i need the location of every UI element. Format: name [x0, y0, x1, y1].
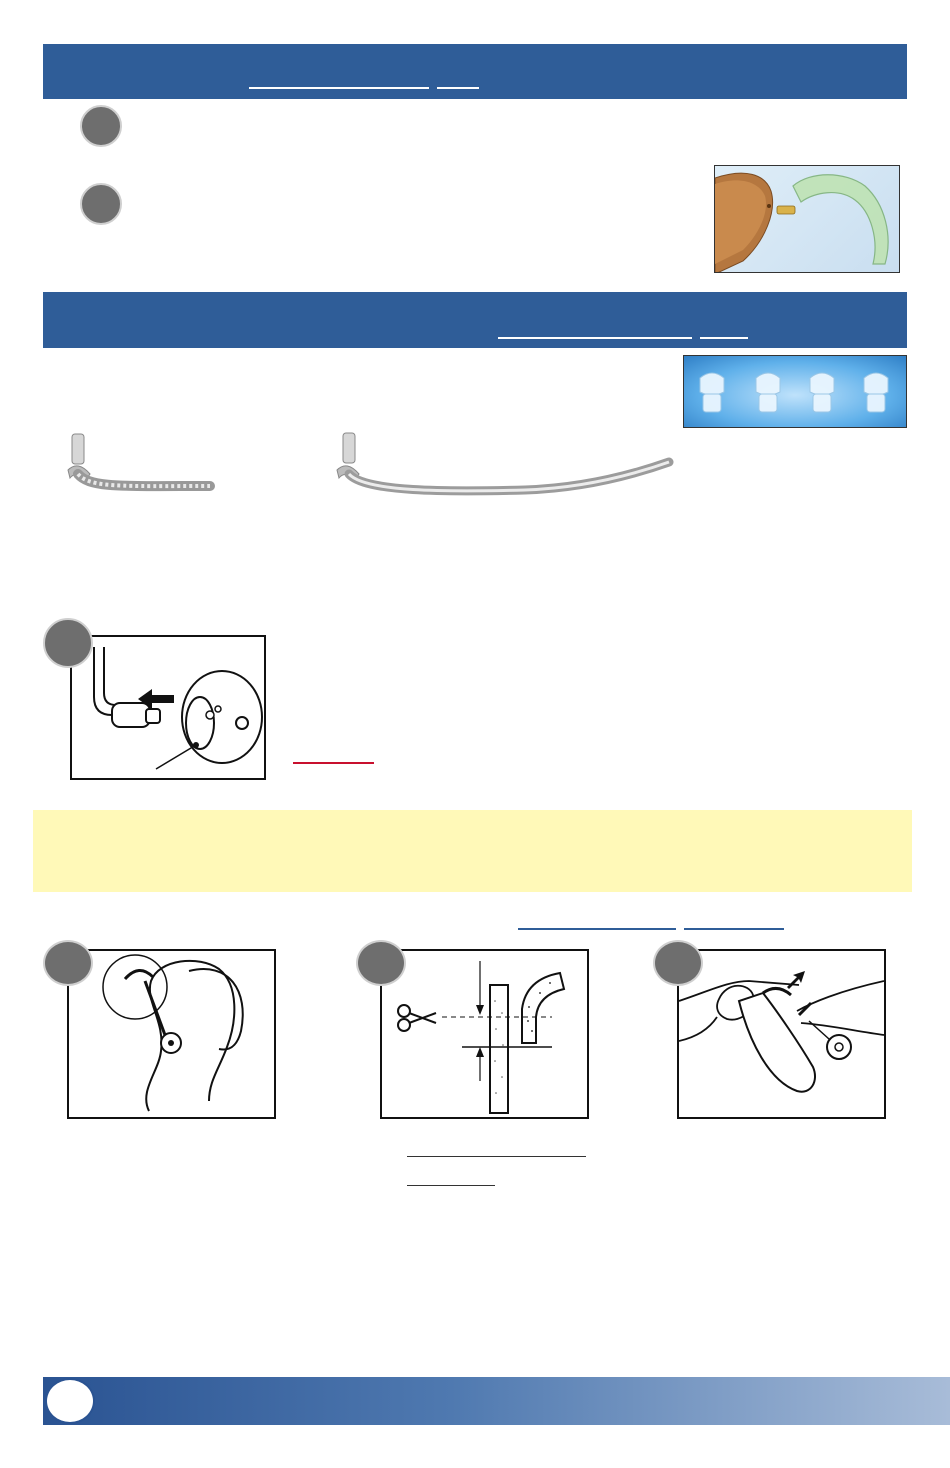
step-marker-2 [80, 183, 122, 225]
footer-band [43, 1377, 950, 1425]
tube-insertion-illustration [677, 949, 886, 1119]
long-tube-photo [325, 428, 675, 503]
short-tube-photo [60, 430, 220, 500]
step-marker-3 [43, 618, 93, 668]
step-marker-6 [653, 940, 703, 986]
tube-cutting-illustration [380, 949, 589, 1119]
header-1-link-underline-b[interactable] [437, 87, 479, 89]
step-marker-1 [80, 105, 122, 147]
red-link-underline[interactable] [293, 762, 374, 764]
dome-tips-photo [683, 355, 907, 428]
tube-into-earmold-illustration [70, 635, 266, 780]
link-underline-d[interactable] [407, 1185, 495, 1186]
step-marker-5 [356, 940, 406, 986]
scissors-icon [398, 1005, 436, 1031]
link-underline-c[interactable] [407, 1156, 586, 1157]
header-2-link-underline-b[interactable] [700, 337, 748, 339]
link-underline-b[interactable] [684, 928, 784, 930]
warning-box [33, 810, 912, 892]
step-marker-4 [43, 940, 93, 986]
header-1-link-underline-a[interactable] [249, 87, 429, 89]
header-2-link-underline-a[interactable] [498, 337, 692, 339]
link-underline-a[interactable] [518, 928, 676, 930]
arrow-icon [787, 971, 805, 989]
page-number-circle [45, 1378, 95, 1424]
section-header-band-2 [43, 292, 907, 348]
earhook-photo [714, 165, 900, 273]
ear-fitting-illustration [67, 949, 276, 1119]
section-header-band-1 [43, 44, 907, 99]
